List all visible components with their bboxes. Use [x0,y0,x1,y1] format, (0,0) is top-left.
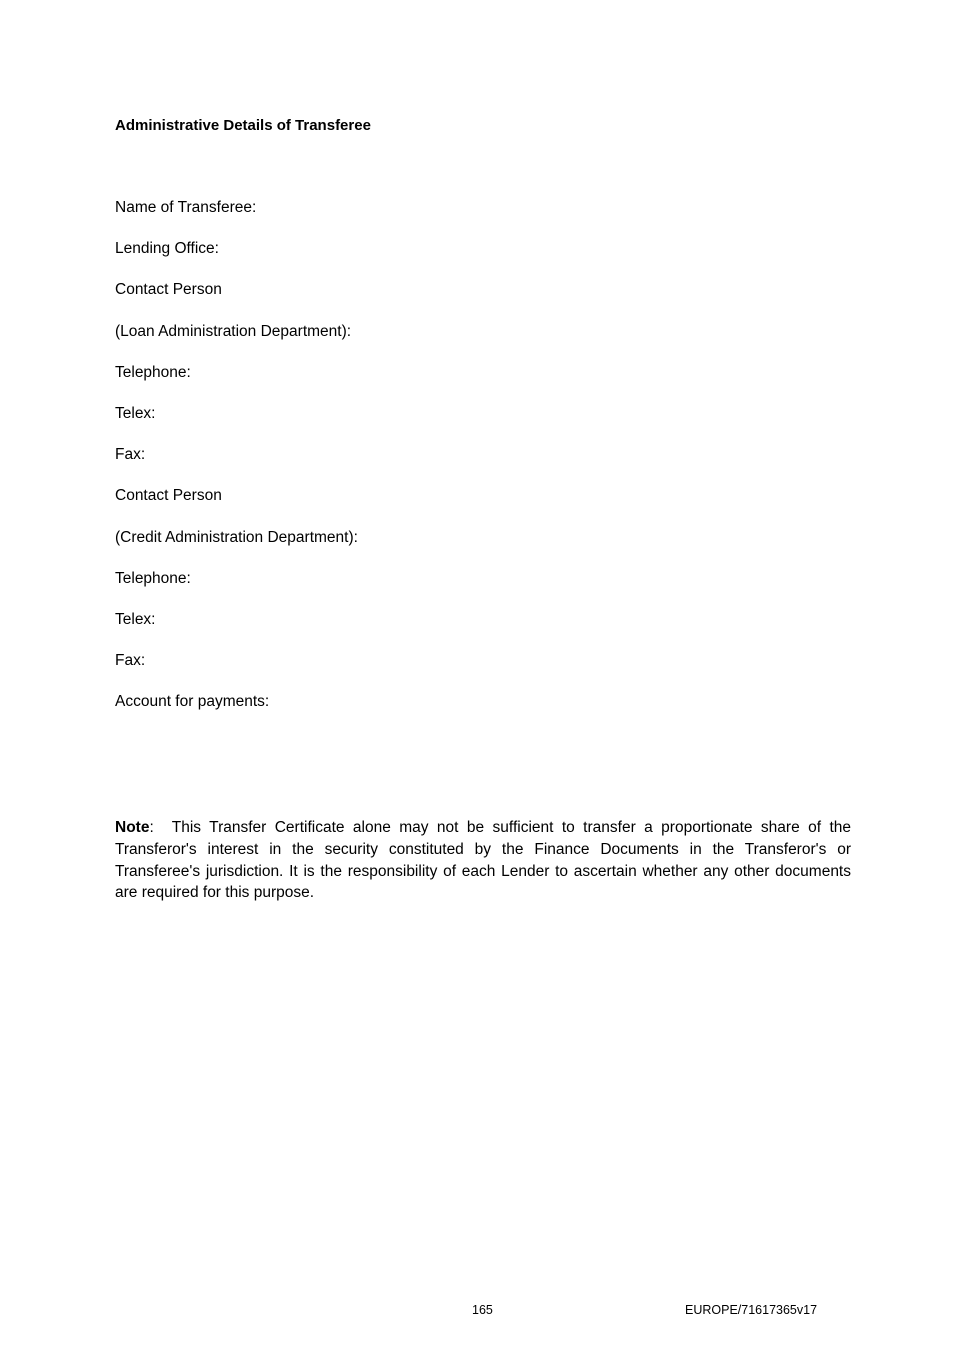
field-lending-office: Lending Office: [115,240,219,258]
field-telex-credit: Telex: [115,610,156,628]
field-telephone-credit: Telephone: [115,569,191,587]
field-account-for-payments: Account for payments: [115,693,270,711]
note-paragraph [115,817,851,904]
note-label: Note [115,819,150,836]
page-number: 165 [472,1303,493,1317]
field-credit-administration-department: (Credit Administration Department): [115,528,358,546]
field-fax-loan: Fax: [115,446,146,464]
document-reference: EUROPE/71617365v17 [685,1303,818,1317]
note-separator: : [149,819,154,836]
field-contact-person-loan: Contact Person [115,281,222,299]
field-contact-person-credit: Contact Person [115,487,222,505]
field-name-of-transferee: Name of Transferee: [115,199,257,216]
field-telex-loan: Telex: [115,404,156,422]
field-loan-administration-department: (Loan Administration Department): [115,322,352,340]
section-heading: Administrative Details of Transferee [115,117,371,134]
field-telephone-loan: Telephone: [115,363,191,381]
field-fax-credit: Fax: [115,652,146,670]
note-text: This Transfer Certificate alone may not be sufficient to transfer a proportionate share of the Transferor's interest in the security constituted by the Finance Documents in the Transferor's or Transferee's jurisdiction. It is the responsibility of each Lender to ascertain whether any other documents are required for this purpose. [115,819,851,902]
transferee-details-list [115,199,358,734]
